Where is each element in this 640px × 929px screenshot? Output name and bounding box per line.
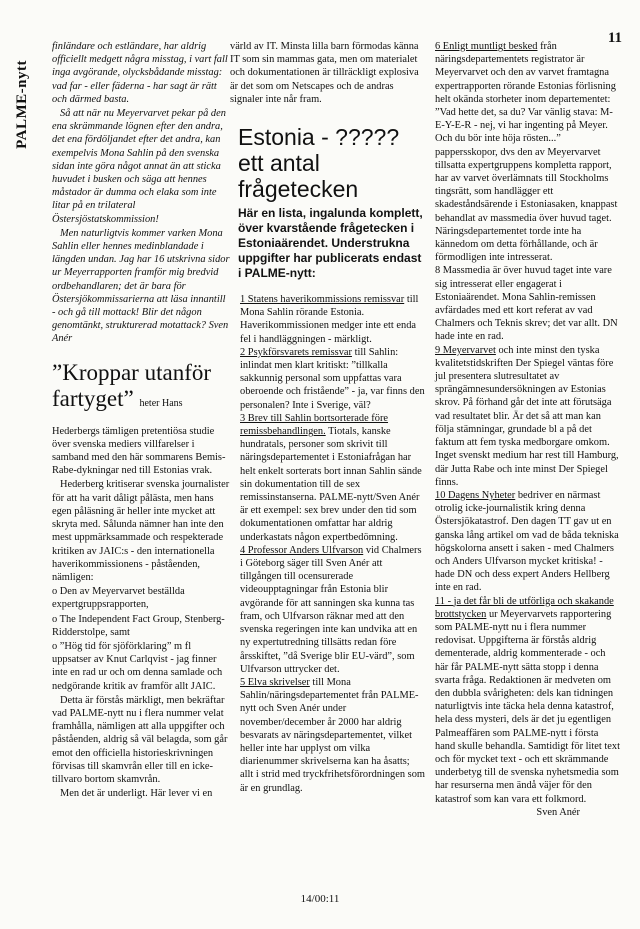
- page-number: 11: [607, 30, 622, 46]
- list-item-head: 3 Brev till Sahlin bortsorterade före remissbehandlingen.: [240, 412, 389, 438]
- list-item-head: 10 Dagens Nyheter: [435, 489, 516, 501]
- list-item-text: och inte minst den tyska kvalitetstidskriften Der Spiegel väntas före jul presentera slutresultatet av sprängämnesundersökningen av Estonias skrov. På förhand går det inte att förutsäga vad resultatet blir. Är det så att man kan följa stämningar, grundade bl a på det faktum att fem tyska medborgare omkom. Inget svenskt medium har rest till Hamburg, där Jutta Rabe och inte minst Der Spiegel finns.: [435, 344, 619, 488]
- article-paragraph: Detta är förstås märkligt, men bekräftar vad PALME-nytt nu i flera nummer velat framhålla, nämligen att alla uppgifter och påståenden, aldrig så väl belagda, som går emot den officiella historieskrivningen förvisas till skamvrån eller till en icke-tillvaro bortom skamvrån.: [52, 694, 228, 785]
- list-item-head: 2 Psykförsvarets remissvar: [240, 346, 352, 358]
- list-item-text: från näringsdepartementets registrator är Meyervarvet och den av varvet framtagna expertrapporten rörande Estonias förlisning helt okända storheter inom departementet: ”Vad hette det, sa du? Var vänlig stava: M-E-Y-E-R - nej, vi har ingenting på Meyer. Och du bör inte höja rösten...” pappersskopor, dvs den av Meyervarvet tillsatta expertgruppens kompletta rapport, har av varvet överlämnats till Stockholms tingsrätt, som handlägger ett skadeståndsärende i Estoniasaken, knappast behandlat av massmedia över huvud taget. Näringsdepartementet torde inte ha kännedom om detta förhållande, och är förmodligen inte intresserat.: [435, 41, 618, 264]
- list-item-head: 1 Statens haverikommissions remissvar: [240, 294, 405, 306]
- list-item: [230, 412, 425, 544]
- signature: Sven Anér: [536, 806, 580, 818]
- list-item-text: bedriver en närmast otrolig icke-journalistik kring denna Östersjökatastrof. Den dagen TT gav ut en ganska lång artikel om vad de båda tekniska högskolorna ansett i saken - med Chalmers och Anders Ulfvarson mycket kritiska! - hade DN och dess expert Anders Hellberg inte en rad.: [435, 489, 619, 594]
- list-item-text: är över huvud taget inte vare sig intresserat eller engagerat i Estoniaärendet. Mona Sahlin-remissen avfärdades med ett kort referat av vad Chalmers och Teknis skrev; det var allt. DN hade inte en rad.: [435, 265, 618, 343]
- list-item: [230, 293, 425, 346]
- page-footer: 14/00:11: [300, 893, 340, 905]
- list-item: [425, 489, 620, 595]
- publication-side-tab: [14, 60, 36, 220]
- column-intro: värld av IT. Minsta lilla barn förmodas känna IT som sin mammas gata, men om materialet och dokumentationen är tillräckligt explosiva är det som om Netscapes och de andras signaler inte når fram.: [230, 41, 419, 105]
- list-item: [425, 344, 620, 489]
- headline-main: ”Kroppar utanför fartyget”: [52, 359, 212, 411]
- estonia-subtitle: Här en lista, ingalunda komplett, över kvarstående frågetecken i Estoniaärendet. Understrukna uppgifter har publicerats endast i PALME-nytt:: [238, 206, 423, 281]
- article-bullet: o ”Hög tid för sjöförklaring” m fl uppsatser av Knut Carlqvist - jag finner inte en rad ur och om denna samlade och nedgörande kritik av framför allt JAIC.: [52, 640, 223, 692]
- article-paragraph: Hederberg kritiserar svenska journalister för att ha varit dåligt pålästa, men hans egen påläsning är heller inte mycket att skryta med. Sålunda nämner han inte den mest uppmärksammade och respekterade kritiken av JAIC:s - den internationella haverikommissionens - påståenden, nämligen:: [52, 479, 230, 583]
- list-item-head: 11 - ja det får bli de utförliga och skakande brottstycken: [435, 595, 614, 620]
- article-headline: [52, 360, 230, 417]
- italic-paragraph: finländare och estländare, har aldrig officiellt medgett några misstag, i vart fall inga avgörande, olycksbådande misstag: vad far - eller fäderna - har sagt är rätt och därmed basta.: [52, 41, 228, 105]
- list-item-text: Tiotals, kanske hundratals, personer som skrivit till näringsdepartementet i Estoniafrågan har helt enkelt sorterats bort innan Sahlin sände sin dokumentation till de sex remissinstanserna. PALME-nytt/Sven Anér är ett exempel: sex brev under den tid som dokumentationen omfattar har aldrig underkastats någon expertbedömning.: [240, 426, 422, 543]
- column-2: [230, 40, 425, 795]
- side-tab-label: PALME-nytt: [14, 60, 30, 149]
- list-item-head: 8 Massmedia: [435, 265, 491, 277]
- list-item: [230, 676, 425, 795]
- headline-suffix: heter Hans: [139, 397, 183, 409]
- italic-commentary: [52, 40, 230, 346]
- list-item-head: 9 Meyervarvet: [435, 344, 496, 356]
- italic-paragraph: Så att när nu Meyervarvet pekar på den ena skrämmande lögnen efter den andra, det ena fördöljandet efter det andra, kan exempelvis Mona Sahlin på den svenska sidan inte göra något annat än att sticka huvudet i busken och säga att hennes måstador är dumma och elaka som inte litar på en trilateral Östersjöstatskommission!: [52, 108, 226, 225]
- list-item: [425, 264, 620, 343]
- list-item-text: till Mona Sahlin rörande Estonia. Haverikommissionen medger inte ett enda fel i handläggningen - märkligt.: [240, 294, 419, 345]
- column-3: [425, 40, 620, 820]
- article-bullet: o Den av Meyervarvet beställda expertgruppsrapporten,: [52, 586, 185, 611]
- italic-paragraph: Men naturligtvis kommer varken Mona Sahlin eller hennes medinblandade i längden undan. Jag har 16 utskrivna sidor ur Meyerrapporten framför mig bredvid ordbehandlaren; det är bara för Östersjökommissarierna att läsa innantill - och gå till mottack! Blir det någon genomtänkt, strukturerad motattack? Sven Anér: [52, 227, 230, 345]
- article-paragraph: Hederbergs tämligen pretentiösa studie över svenska mediers villfarelser i samband med den här sommarens Bemis-Rabe-dykningar ned till Estonias vrak.: [52, 425, 226, 477]
- column-1: [52, 40, 230, 801]
- estonia-title: Estonia - ????? ett antal frågetecken: [238, 124, 400, 203]
- list-item-head: 4 Professor Anders Ulfvarson: [240, 544, 364, 556]
- list-item: [230, 346, 425, 412]
- list-item-text: vid Chalmers i Göteborg säger till Sven Anér att tillgången till ocensurerade videoupptagningar från Estonia blir avgörande för att sanningen ska kunna tas fram, och Ulfvarson räknar med att den svenska regeringen inte kan undvika att en ny expertutredning tillsätts redan före årsskiftet, ”då Sverige blir EU-värd”, som Ulfvarson uttrycker det.: [240, 544, 422, 675]
- list-item-head: 5 Elva skrivelser: [240, 676, 310, 688]
- list-item: [425, 40, 620, 264]
- list-item: [230, 544, 425, 676]
- list-item-head: 6 Enligt muntligt besked: [435, 41, 538, 52]
- list-item: [425, 595, 620, 806]
- list-item-text: till Sahlin: inlindat men klart kritiskt: ”tillkalla sakkunnig personal som uppfattas vara oberoende och fristående” - ja, var finns den personalen? Inte i Sverige, väl?: [240, 346, 425, 411]
- article-bullet: o The Independent Fact Group, Stenberg-Ridderstolpe, samt: [52, 613, 225, 638]
- list-item-text: ur Meyervarvets rapportering som PALME-nytt nu i flera nummer redovisat. Uppgifterna är förstås aldrig dementerade, aldrig kommenterade - och här får PALME-nytt sätta stopp i denna svarta fråga. Redaktionen är medveten om den dubbla svårigheten: dels kan tidningen naturligtvis inte täcka hela denna katastrof, hela dess mysteri, dels är det ju egentligen Palmeaffären som PALME-nytt i första hand skulle behandla. Samtidigt för litet text och för mycket text - och ett skrämmande underbetyg till de svenska nyhetsmedia som har resurserna men ändå väjer för den katastrof som kan vara ett folkmord.: [435, 608, 620, 805]
- list-item-text: till Mona Sahlin/näringsdepartementet från PALME-nytt och Sven Anér under november/december år 2000 har aldrig besvarats av näringsdepartementet, vilket heller inte har upplyst om vilka diarienummer skrivelserna kan ha åsatts; allt i strid med tryckfrihetsförordningen som är en grundlag.: [240, 676, 425, 794]
- article-paragraph: Men det är underligt. Här lever vi en: [60, 788, 213, 800]
